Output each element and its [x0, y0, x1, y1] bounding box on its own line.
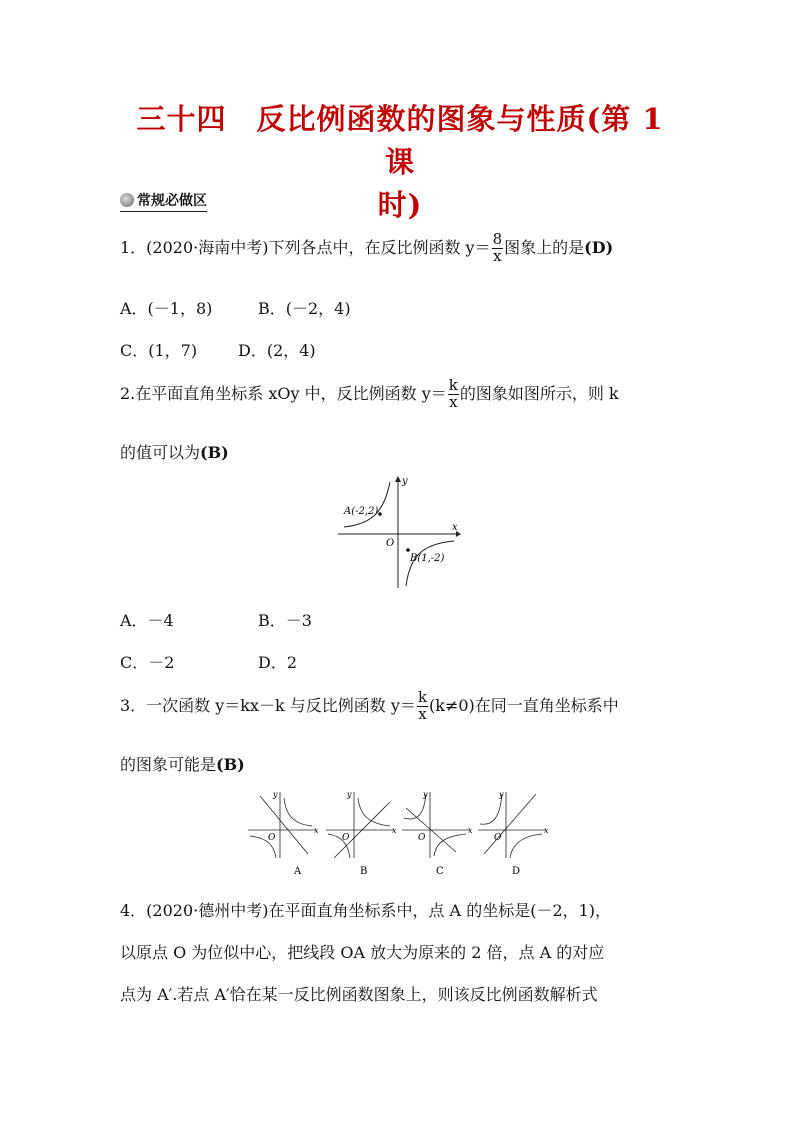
option-a: A．(－1，8): [120, 299, 213, 318]
y-axis-arrow: [395, 476, 401, 482]
point-b: [406, 548, 410, 552]
fraction: $\frac{8}{x}$: [492, 230, 503, 265]
section-label: 常规必做区: [120, 190, 207, 212]
svg-text:x: x: [392, 826, 397, 835]
answer-graphs: [246, 788, 550, 876]
svg-text:x: x: [314, 826, 319, 835]
graph-d: [478, 790, 549, 876]
graph-c-label: C: [436, 866, 444, 876]
option-a: A．－4: [120, 611, 174, 630]
hyperbola-branch-2nd-quadrant: [344, 482, 390, 527]
svg-text:y: y: [499, 790, 504, 799]
section-badge-icon: [120, 193, 134, 207]
question-3-line-2: 的图象可能是(B): [120, 755, 245, 774]
option-c: C．(1，7): [120, 341, 198, 360]
answer: (D): [584, 237, 614, 257]
svg-text:y: y: [347, 790, 352, 799]
graph-b: [326, 790, 397, 876]
question-1: 1．(2020·海南中考)下列各点中，在反比例函数 y＝ $\frac{8}{x}$ 图象上的是(D): [120, 230, 614, 265]
option-c: C．－2: [120, 653, 175, 672]
point-a: [378, 512, 382, 516]
option-b: B．－3: [258, 611, 312, 630]
answer: (B): [216, 755, 245, 774]
graph-a-label: A: [294, 866, 302, 876]
option-d: D．(2，4): [238, 341, 316, 360]
svg-text:O: O: [494, 833, 502, 843]
question-4-line-3: 点为 A′.若点 A′恰在某一反比例函数图象上，则该反比例函数解析式: [120, 985, 598, 1004]
hyperbola-figure: [334, 472, 464, 592]
svg-text:x: x: [544, 826, 549, 835]
option-b: B．(－2，4): [258, 299, 351, 318]
title-line-2: 时): [377, 188, 423, 222]
point-b-label: B(1,-2): [410, 553, 445, 564]
question-2-line-2: 的值可以为(B): [120, 443, 229, 462]
question-4-line-1: 4．(2020·德州中考)在平面直角坐标系中，点 A 的坐标是(－2，1)，: [120, 901, 612, 920]
question-2: 2.在平面直角坐标系 xOy 中，反比例函数 y＝ $\frac{k}{x}$ 的图象如图所示，则 k: [120, 376, 619, 411]
svg-text:y: y: [273, 790, 278, 799]
title-line-1: 三十四 反比例函数的图象与性质(第 1 课: [136, 102, 664, 179]
graph-a: [248, 790, 319, 876]
y-axis-label: y: [402, 476, 408, 487]
svg-text:O: O: [268, 833, 276, 843]
origin-label: O: [386, 538, 395, 549]
graph-d-label: D: [512, 866, 521, 876]
point-a-label: A(-2,2): [344, 506, 379, 517]
question-4-line-2: 以原点 O 为位似中心，把线段 OA 放大为原来的 2 倍，点 A 的对应: [120, 943, 605, 962]
fraction: $\frac{k}{x}$: [417, 688, 428, 723]
answer: (B): [200, 443, 229, 462]
svg-text:O: O: [418, 833, 426, 843]
fraction: $\frac{k}{x}$: [448, 376, 458, 411]
x-axis-label: x: [452, 522, 458, 533]
svg-text:x: x: [468, 826, 473, 835]
svg-text:O: O: [342, 833, 350, 843]
graph-c: [402, 790, 473, 876]
graph-b-label: B: [360, 866, 368, 876]
question-3: 3．一次函数 y＝kx－k 与反比例函数 y＝ $\frac{k}{x}$ (k≠0)在同一直角坐标系中: [120, 688, 619, 723]
svg-text:y: y: [423, 790, 428, 799]
option-d: D．2: [258, 653, 298, 672]
